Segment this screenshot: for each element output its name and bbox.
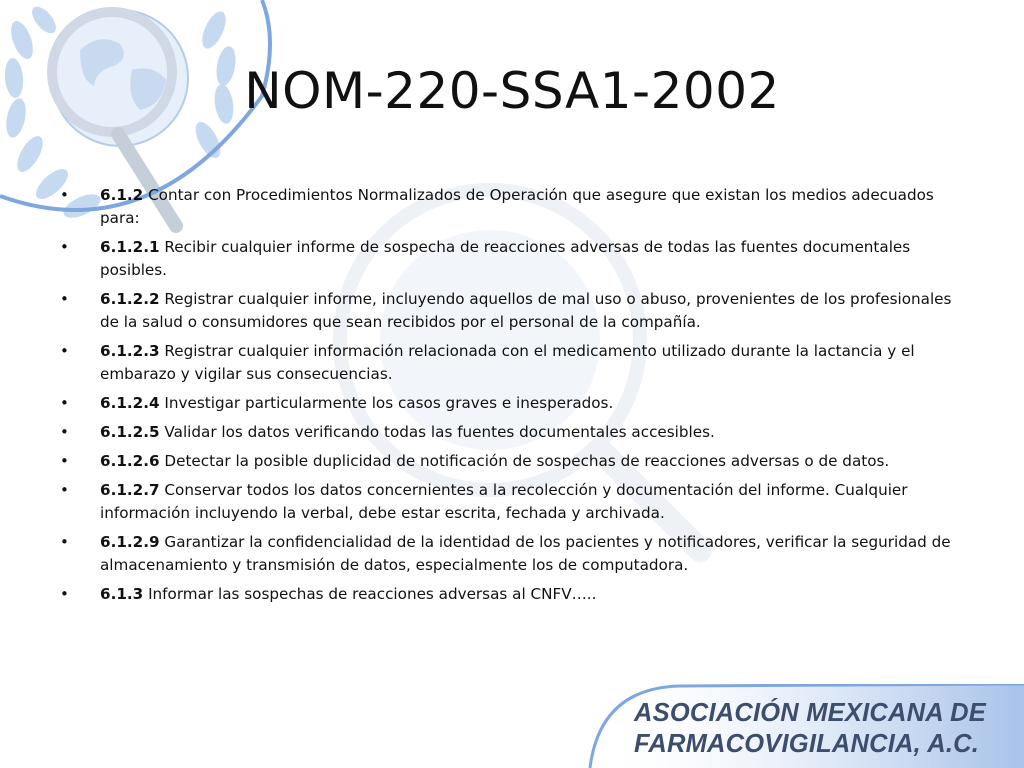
item-text: Conservar todos los datos concernientes a la recolección y documentación del informe. Cualquier información incluyendo la verbal, debe estar escrita, fechada y archivada. xyxy=(100,481,908,522)
item-text: Registrar cualquier información relacionada con el medicamento utilizado durante la lactancia y el embarazo y vigilar sus consecuencias. xyxy=(100,342,915,383)
list-item xyxy=(60,450,960,473)
bullet-list xyxy=(60,184,960,612)
item-code: 6.1.2.7 xyxy=(100,481,160,499)
item-text: Recibir cualquier informe de sospecha de reacciones adversas de todas las fuentes documentales posibles. xyxy=(100,238,911,279)
item-code: 6.1.2 xyxy=(100,186,144,204)
bullet-icon: • xyxy=(60,533,69,551)
list-item xyxy=(60,392,960,415)
item-text: Validar los datos verificando todas las fuentes documentales accesibles. xyxy=(159,423,715,441)
item-code: 6.1.2.9 xyxy=(100,533,160,551)
bullet-icon: • xyxy=(60,238,69,256)
bullet-icon: • xyxy=(60,394,69,412)
organization-name xyxy=(634,698,1014,760)
list-item xyxy=(60,340,960,386)
bullet-icon: • xyxy=(60,585,69,603)
bullet-icon: • xyxy=(60,423,69,441)
item-code: 6.1.2.5 xyxy=(100,423,160,441)
bullet-icon: • xyxy=(60,481,69,499)
list-item xyxy=(60,421,960,444)
item-code: 6.1.3 xyxy=(100,585,144,603)
bullet-icon: • xyxy=(60,452,69,470)
item-code: 6.1.2.6 xyxy=(100,452,160,470)
list-item xyxy=(60,479,960,525)
item-code: 6.1.2.1 xyxy=(100,238,160,256)
bullet-icon: • xyxy=(60,290,69,308)
item-code: 6.1.2.3 xyxy=(100,342,160,360)
organization-name-line2: FARMACOVIGILANCIA, A.C. xyxy=(634,730,980,758)
list-item xyxy=(60,236,960,282)
list-item xyxy=(60,184,960,230)
bullet-icon: • xyxy=(60,342,69,360)
item-code: 6.1.2.2 xyxy=(100,290,160,308)
item-text: Investigar particularmente los casos graves e inesperados. xyxy=(159,394,614,412)
item-text: Registrar cualquier informe, incluyendo aquellos de mal uso o abuso, provenientes de los profesionales de la salud o consumidores que sean recibidos por el personal de la compañía. xyxy=(100,290,952,331)
list-item xyxy=(60,531,960,577)
slide-title: NOM-220-SSA1-2002 xyxy=(244,62,780,120)
bullet-icon: • xyxy=(60,186,69,204)
list-item xyxy=(60,288,960,334)
item-text: Detectar la posible duplicidad de notificación de sospechas de reacciones adversas o de datos. xyxy=(159,452,890,470)
list-item xyxy=(60,583,960,606)
item-text: Contar con Procedimientos Normalizados de Operación que asegure que existan los medios adecuados para: xyxy=(100,186,934,227)
item-code: 6.1.2.4 xyxy=(100,394,160,412)
organization-name-line1: ASOCIACIÓN MEXICANA DE xyxy=(634,699,986,727)
item-text: Informar las sospechas de reacciones adversas al CNFV….. xyxy=(143,585,597,603)
item-text: Garantizar la confidencialidad de la identidad de los pacientes y notificadores, verificar la seguridad de almacenamiento y transmisión de datos, especialmente los de computadora. xyxy=(100,533,951,574)
